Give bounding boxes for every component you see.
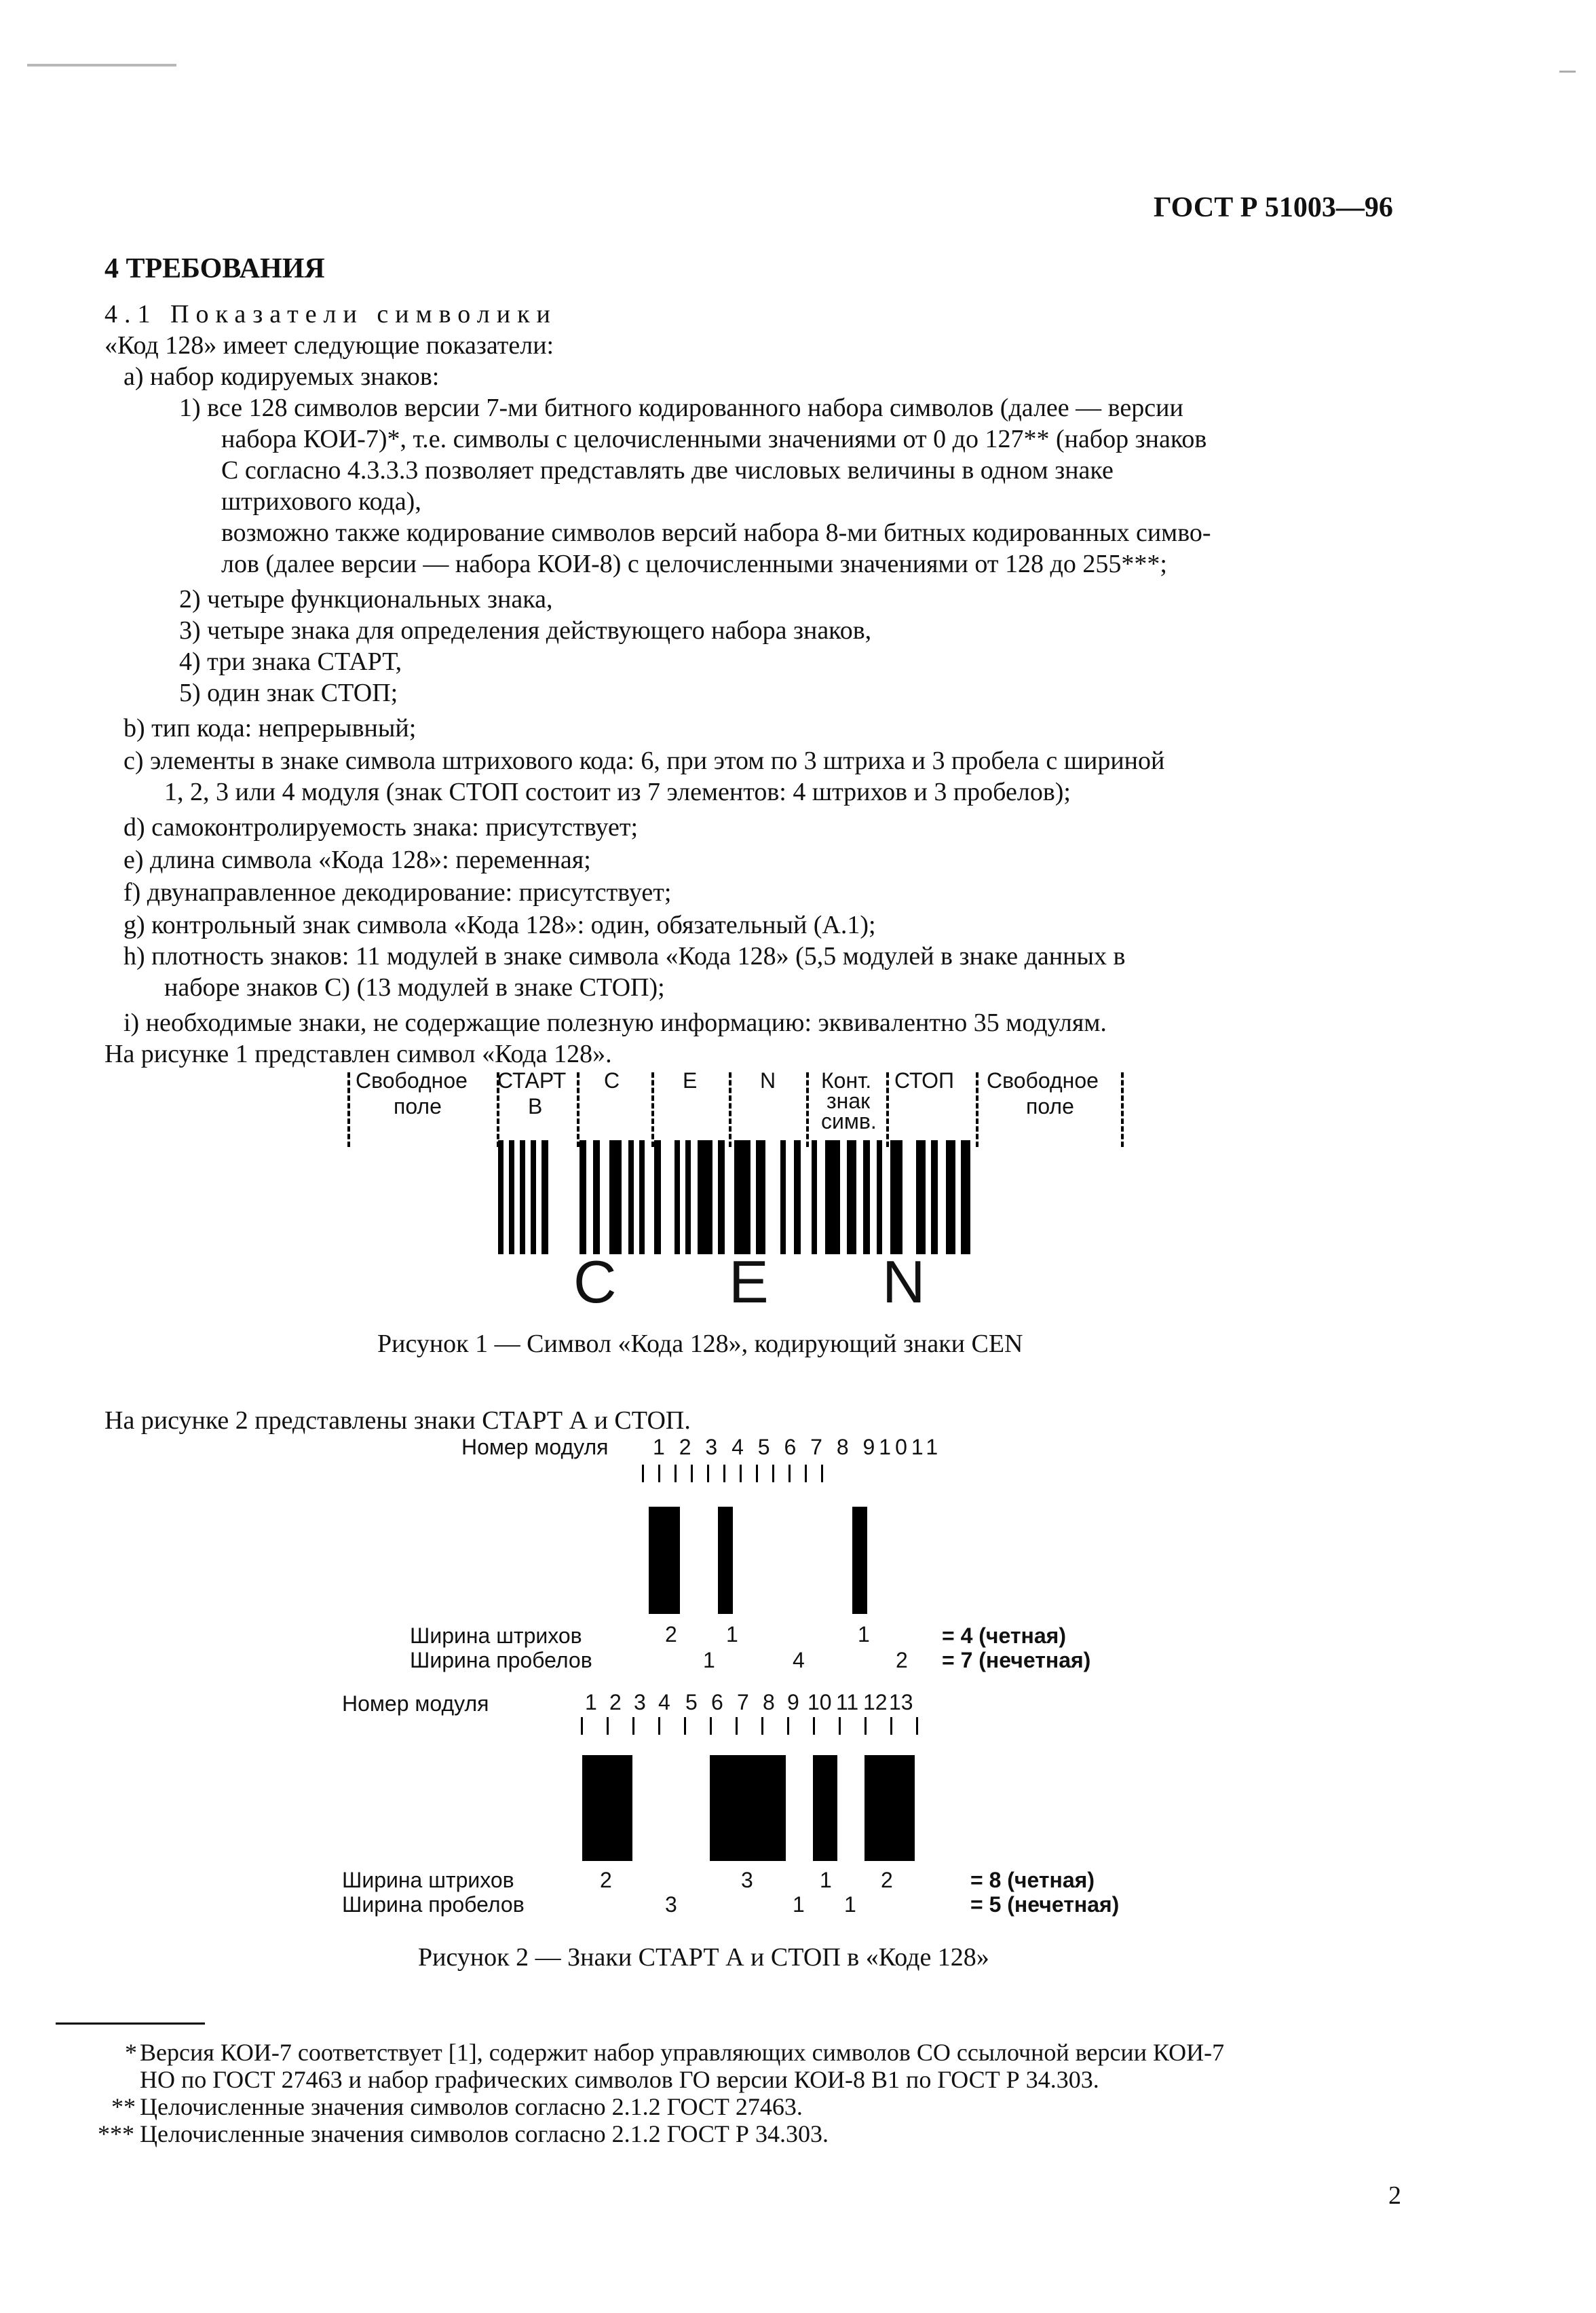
bar-width-label: Ширина штрихов — [342, 1868, 514, 1892]
figure1-caption: Рисунок 1 — Символ «Кода 128», кодирующий знаки CEN — [377, 1330, 1023, 1358]
space-value: 3 — [665, 1892, 677, 1917]
tick — [710, 1717, 712, 1735]
module-number: 11 — [836, 1690, 859, 1714]
label-c: С — [604, 1068, 620, 1093]
bar-width-1 — [813, 1755, 837, 1861]
list-item-a1-line2: набора КОИ-7)*, т.е. символы с целочисленными значениями от 0 до 127** (набор знаков — [221, 425, 1207, 453]
module-number: 6 — [711, 1690, 723, 1714]
bar — [877, 1140, 882, 1254]
bar — [593, 1140, 600, 1254]
figure2-caption: Рисунок 2 — Знаки СТАРТ А и СТОП в «Коде 128» — [418, 1943, 989, 1972]
footnote-1-mark: * — [125, 2039, 137, 2066]
list-item-a3: 3) четыре знака для определения действующего набора знаков, — [179, 616, 872, 645]
label-free-right-2: поле — [1026, 1094, 1074, 1118]
list-item-a1-line5: возможно также кодирование символов версий набора 8-ми битных кодированных симво- — [221, 519, 1211, 547]
tick — [787, 1717, 789, 1735]
bar-width-1 — [852, 1507, 867, 1614]
label-stop: СТОП — [894, 1068, 955, 1093]
tick — [674, 1465, 677, 1482]
list-item-a5: 5) один знак СТОП; — [179, 679, 398, 707]
footnote-2-mark: ** — [111, 2093, 136, 2120]
separator — [976, 1072, 981, 1147]
list-item-d: d) самоконтролируемость знака: присутствует; — [124, 813, 639, 842]
tick — [723, 1465, 725, 1482]
bar — [734, 1140, 750, 1254]
tick — [707, 1465, 709, 1482]
list-item-g: g) контрольный знак символа «Кода 128»: один, обязательный (А.1); — [124, 911, 876, 939]
module-number-label: Номер модуля — [342, 1691, 489, 1716]
figure1-intro: На рисунке 1 представлен символ «Кода 128». — [104, 1040, 612, 1068]
module-number: 9 — [787, 1690, 799, 1714]
bar — [756, 1140, 765, 1254]
bar-width-3 — [710, 1755, 786, 1861]
module-number: 4 — [658, 1690, 670, 1714]
module-number: 10 — [808, 1690, 832, 1714]
label-start: СТАРТ — [497, 1068, 567, 1093]
scan-artifact-mark — [1559, 71, 1576, 73]
label-n: N — [760, 1068, 776, 1093]
bar — [654, 1140, 661, 1254]
list-item-b: b) тип кода: непрерывный; — [124, 714, 417, 742]
footnote-2: Целочисленные значения символов согласно 2.1.2 ГОСТ 27463. — [140, 2093, 803, 2120]
bar — [825, 1140, 840, 1254]
space-value: 1 — [844, 1892, 856, 1917]
tick — [772, 1465, 774, 1482]
tick — [864, 1717, 867, 1735]
bar — [890, 1140, 902, 1254]
separator — [577, 1072, 582, 1147]
bar-value: 2 — [600, 1868, 612, 1892]
bar-value: 2 — [881, 1868, 893, 1892]
module-number: 5 — [685, 1690, 698, 1714]
bar — [863, 1140, 870, 1254]
bar — [931, 1140, 938, 1254]
list-item-c-line2: 1, 2, 3 или 4 модуля (знак СТОП состоит из 7 элементов: 4 штрихов и 3 пробелов); — [164, 778, 1071, 806]
bar — [685, 1140, 691, 1254]
bar-width-2 — [649, 1507, 680, 1614]
footnote-1-line1: Версия КОИ-7 соответствует [1], содержит набор управляющих символов СО ссылочной версии КОИ-7 — [140, 2039, 1225, 2066]
tick — [658, 1717, 660, 1735]
footnote-3-mark: *** — [98, 2120, 134, 2147]
tick — [788, 1465, 791, 1482]
bar — [509, 1140, 514, 1254]
bar — [718, 1140, 725, 1254]
module-number-label: Номер модуля — [461, 1435, 609, 1459]
list-item-a: а) набор кодируемых знаков: — [124, 362, 440, 391]
tick — [839, 1717, 841, 1735]
bar — [847, 1140, 856, 1254]
bar — [961, 1140, 970, 1254]
separator — [806, 1072, 811, 1147]
bar-width-1 — [718, 1507, 733, 1614]
intro-line: «Код 128» имеет следующие показатели: — [104, 331, 554, 360]
list-item-a1-line1: 1) все 128 символов версии 7-ми битного кодированного набора символов (далее — версии — [179, 394, 1183, 422]
bar-width-label: Ширина штрихов — [410, 1623, 582, 1648]
module-number: 3 — [634, 1690, 646, 1714]
list-item-c-line1: c) элементы в знаке символа штрихового кода: 6, при этом по 3 штриха и 3 пробела с шириной — [124, 747, 1165, 775]
bar-value: 1 — [858, 1622, 870, 1647]
separator — [347, 1072, 352, 1147]
tick — [821, 1465, 823, 1482]
encoded-letter-e: E — [729, 1248, 769, 1315]
footnote-3: Целочисленные значения символов согласно 2.1.2 ГОСТ Р 34.303. — [140, 2120, 829, 2147]
tick — [736, 1717, 738, 1735]
label-check: Конт. — [821, 1068, 872, 1093]
module-number: 7 — [737, 1690, 749, 1714]
tick — [916, 1717, 918, 1735]
label-free-right: Свободное — [987, 1068, 1099, 1093]
tick — [684, 1717, 686, 1735]
separator — [1121, 1072, 1126, 1147]
bar — [794, 1140, 801, 1254]
bar-width-2 — [582, 1755, 632, 1861]
list-item-i: i) необходимые знаки, не содержащие полезную информацию: эквивалентно 35 модулям. — [124, 1009, 1107, 1037]
scan-artifact-line — [27, 64, 176, 67]
bar-sum: = 8 (четная) — [970, 1868, 1095, 1892]
encoded-letter-n: N — [882, 1248, 926, 1315]
space-value: 1 — [703, 1648, 715, 1672]
list-item-h-line1: h) плотность знаков: 11 модулей в знаке символа «Кода 128» (5,5 модулей в знаке данных в — [124, 942, 1126, 971]
list-item-h-line2: наборе знаков С) (13 модулей в знаке СТОП); — [164, 973, 665, 1002]
tick — [761, 1717, 763, 1735]
bar — [628, 1140, 634, 1254]
module-number: 8 — [763, 1690, 775, 1714]
document-code: ГОСТ Р 51003—96 — [1154, 192, 1393, 223]
encoded-letter-c: C — [573, 1248, 617, 1315]
bar — [520, 1140, 525, 1254]
section-title: 4 ТРЕБОВАНИЯ — [104, 253, 325, 284]
label-check-3: симв. — [821, 1109, 877, 1133]
separator — [729, 1072, 734, 1147]
bar-width-2 — [864, 1755, 915, 1861]
bar — [698, 1140, 712, 1254]
module-number: 1 — [585, 1690, 597, 1714]
bar-value: 1 — [820, 1868, 832, 1892]
space-sum: = 5 (нечетная) — [970, 1892, 1120, 1917]
list-item-e: e) длина символа «Кода 128»: переменная; — [124, 846, 591, 874]
bar-value: 2 — [665, 1622, 677, 1647]
figure2-intro: На рисунке 2 представлены знаки СТАРТ А и СТОП. — [104, 1406, 691, 1435]
bar — [946, 1140, 955, 1254]
bar — [609, 1140, 622, 1254]
bar-value: 3 — [741, 1868, 753, 1892]
tick — [756, 1465, 758, 1482]
space-value: 4 — [793, 1648, 805, 1672]
bar — [916, 1140, 926, 1254]
bar — [639, 1140, 645, 1254]
space-sum: = 7 (нечетная) — [942, 1648, 1091, 1672]
bar-value: 1 — [726, 1622, 738, 1647]
footnote-rule — [56, 2023, 205, 2025]
module-number: 12 — [863, 1690, 888, 1714]
bar — [531, 1140, 536, 1254]
space-width-label: Ширина пробелов — [342, 1892, 525, 1917]
list-item-a1-line4: штрихового кода), — [221, 487, 421, 516]
bar — [498, 1140, 504, 1254]
tick — [740, 1465, 742, 1482]
subsection-title: 4.1 Показатели символики — [104, 300, 557, 328]
module-number: 13 — [889, 1690, 913, 1714]
label-free-left: Свободное — [356, 1068, 468, 1093]
bar — [780, 1140, 786, 1254]
bar — [580, 1140, 586, 1254]
list-item-a1-line6: лов (далее версии — набора КОИ-8) с целочисленными значениями от 128 до 255***; — [221, 550, 1167, 578]
space-value: 2 — [896, 1648, 908, 1672]
list-item-a4: 4) три знака СТАРТ, — [179, 647, 402, 676]
space-width-label: Ширина пробелов — [410, 1648, 592, 1672]
separator — [886, 1072, 891, 1147]
tick — [642, 1465, 644, 1482]
tick — [632, 1717, 634, 1735]
tick — [890, 1717, 892, 1735]
module-number: 2 — [609, 1690, 622, 1714]
bar — [674, 1140, 680, 1254]
label-e: Е — [683, 1068, 698, 1093]
tick — [607, 1717, 609, 1735]
space-value: 1 — [793, 1892, 805, 1917]
tick — [813, 1717, 815, 1735]
module-numbers: 1 2 3 4 5 6 7 8 91011 — [653, 1435, 943, 1459]
page-number: 2 — [1388, 2181, 1401, 2210]
list-item-a2: 2) четыре функциональных знака, — [179, 585, 553, 614]
bar — [812, 1140, 817, 1254]
bar — [542, 1140, 548, 1254]
list-item-f: f) двунаправленное декодирование: присутствует; — [124, 878, 672, 907]
label-start-b: В — [528, 1094, 543, 1118]
tick — [691, 1465, 693, 1482]
separator — [651, 1072, 656, 1147]
tick — [805, 1465, 807, 1482]
label-free-left-2: поле — [394, 1094, 442, 1118]
footnote-1-line2: НО по ГОСТ 27463 и набор графических символов ГО версии КОИ-8 В1 по ГОСТ Р 34.303. — [140, 2066, 1099, 2093]
tick — [658, 1465, 660, 1482]
label-check-2: знак — [826, 1089, 871, 1113]
list-item-a1-line3: С согласно 4.3.3.3 позволяет представлять две числовых величины в одном знаке — [221, 456, 1114, 485]
bar-sum: = 4 (четная) — [942, 1623, 1066, 1648]
tick — [581, 1717, 583, 1735]
